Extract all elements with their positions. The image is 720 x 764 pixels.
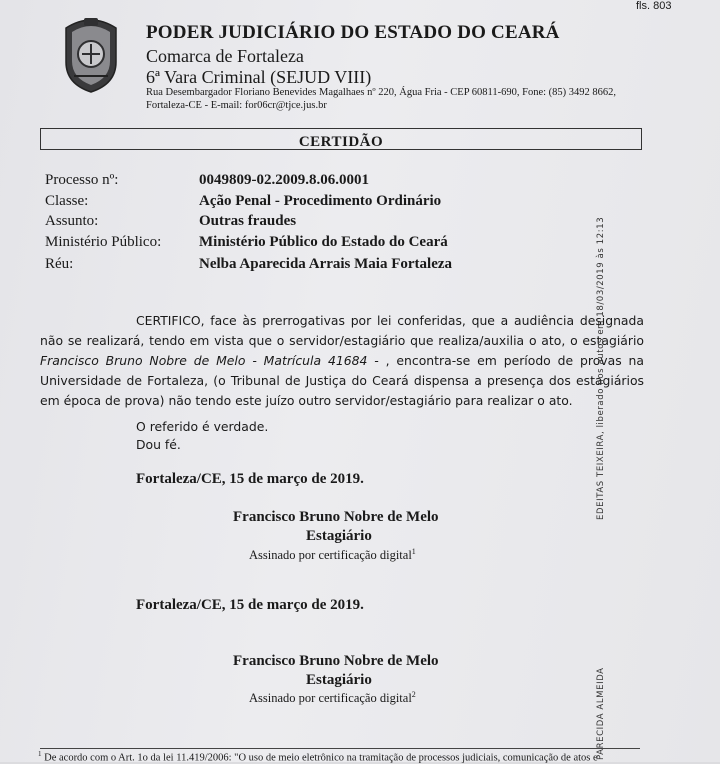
signer-role-1: Estagiário [306, 528, 372, 544]
certidao-heading: CERTIDÃO [298, 134, 384, 150]
page-number: fls. 803 [636, 0, 672, 12]
signature-note-1 [249, 547, 416, 563]
certifico-word: CERTIFICO [136, 313, 201, 328]
field-value-classe: Ação Penal - Procedimento Ordinário [199, 193, 442, 209]
footnote-ref-1: 1 [411, 547, 416, 556]
footnote [38, 750, 598, 764]
court-title: PODER JUDICIÁRIO DO ESTADO DO CEARÁ [146, 22, 560, 43]
footnote-ref-2: 2 [411, 690, 416, 699]
address-line-2: Fortaleza-CE - E-mail: for06cr@tjce.jus.br [146, 100, 327, 111]
paragraph-text-1: , face às prerrogativas por lei conferidas, que a audiência designada não se realizará, tendo em vista que o servidor/estagiário que realiza/auxilia o ato, o estagiário [40, 313, 644, 348]
field-value-ministerio: Ministério Público do Estado do Ceará [199, 234, 448, 250]
field-value-processo: 0049809-02.2009.8.06.0001 [199, 172, 369, 188]
field-value-reu: Nelba Aparecida Arrais Maia Fortaleza [199, 256, 453, 272]
address-line-1: Rua Desembargador Floriano Benevides Magalhaes nº 220, Água Fria - CEP 60811-690, Fone: (85) 3492 8662, [146, 87, 617, 98]
dou-fe-line: Dou fé. [136, 437, 181, 452]
signature-date-2: Fortaleza/CE, 15 de março de 2019. [136, 597, 364, 613]
footnote-number: 1 [38, 750, 42, 758]
signature-note-text-2: Assinado por certificação digital [249, 691, 412, 706]
field-label-classe: Classe: [45, 193, 89, 209]
signer-name-1: Francisco Bruno Nobre de Melo [233, 509, 439, 525]
footnote-divider [40, 748, 640, 749]
paragraph-italic: Francisco Bruno Nobre de Melo - Matrícula 41684 - [40, 353, 386, 368]
footnote-text: De acordo com o Art. 1o da lei 11.419/2006: "O uso de meio eletrônico na tramitação de processos judiciais, comunicação de atos e [44, 752, 598, 764]
side-stamp-upper: EDEITAS TEIXEIRA, liberado nos autos em 18/03/2019 às 12:13 [596, 216, 606, 520]
field-label-processo: Processo nº: [45, 172, 119, 188]
certification-paragraph [40, 311, 644, 411]
field-label-ministerio: Ministério Público: [45, 234, 162, 250]
signer-role-2: Estagiário [306, 672, 372, 688]
field-label-assunto: Assunto: [45, 213, 99, 229]
certidao-heading-box [40, 128, 642, 150]
field-value-assunto: Outras fraudes [199, 213, 297, 229]
comarca-line: Comarca de Fortaleza [146, 46, 304, 66]
closing-statement [136, 418, 268, 454]
vara-line: 6ª Vara Criminal (SEJUD VIII) [146, 67, 372, 87]
paragraph-text-2: , encontra-se em período de provas na Universidade de Fortaleza, (o Tribunal de Justiça do Ceará dispensa a presença dos estagiários em época de prova) não tendo este juízo outro servidor/estagiário para realizar o ato. [40, 353, 644, 408]
verdade-line: O referido é verdade. [136, 419, 269, 434]
signer-name-2: Francisco Bruno Nobre de Melo [233, 653, 439, 669]
signature-date-1: Fortaleza/CE, 15 de março de 2019. [136, 471, 364, 487]
side-stamp-lower: PARECIDA ALMEIDA [596, 667, 606, 760]
signature-note-text-1: Assinado por certificação digital [249, 548, 412, 563]
field-label-reu: Réu: [45, 256, 74, 272]
court-seal-icon [60, 14, 122, 94]
signature-note-2 [249, 690, 416, 706]
